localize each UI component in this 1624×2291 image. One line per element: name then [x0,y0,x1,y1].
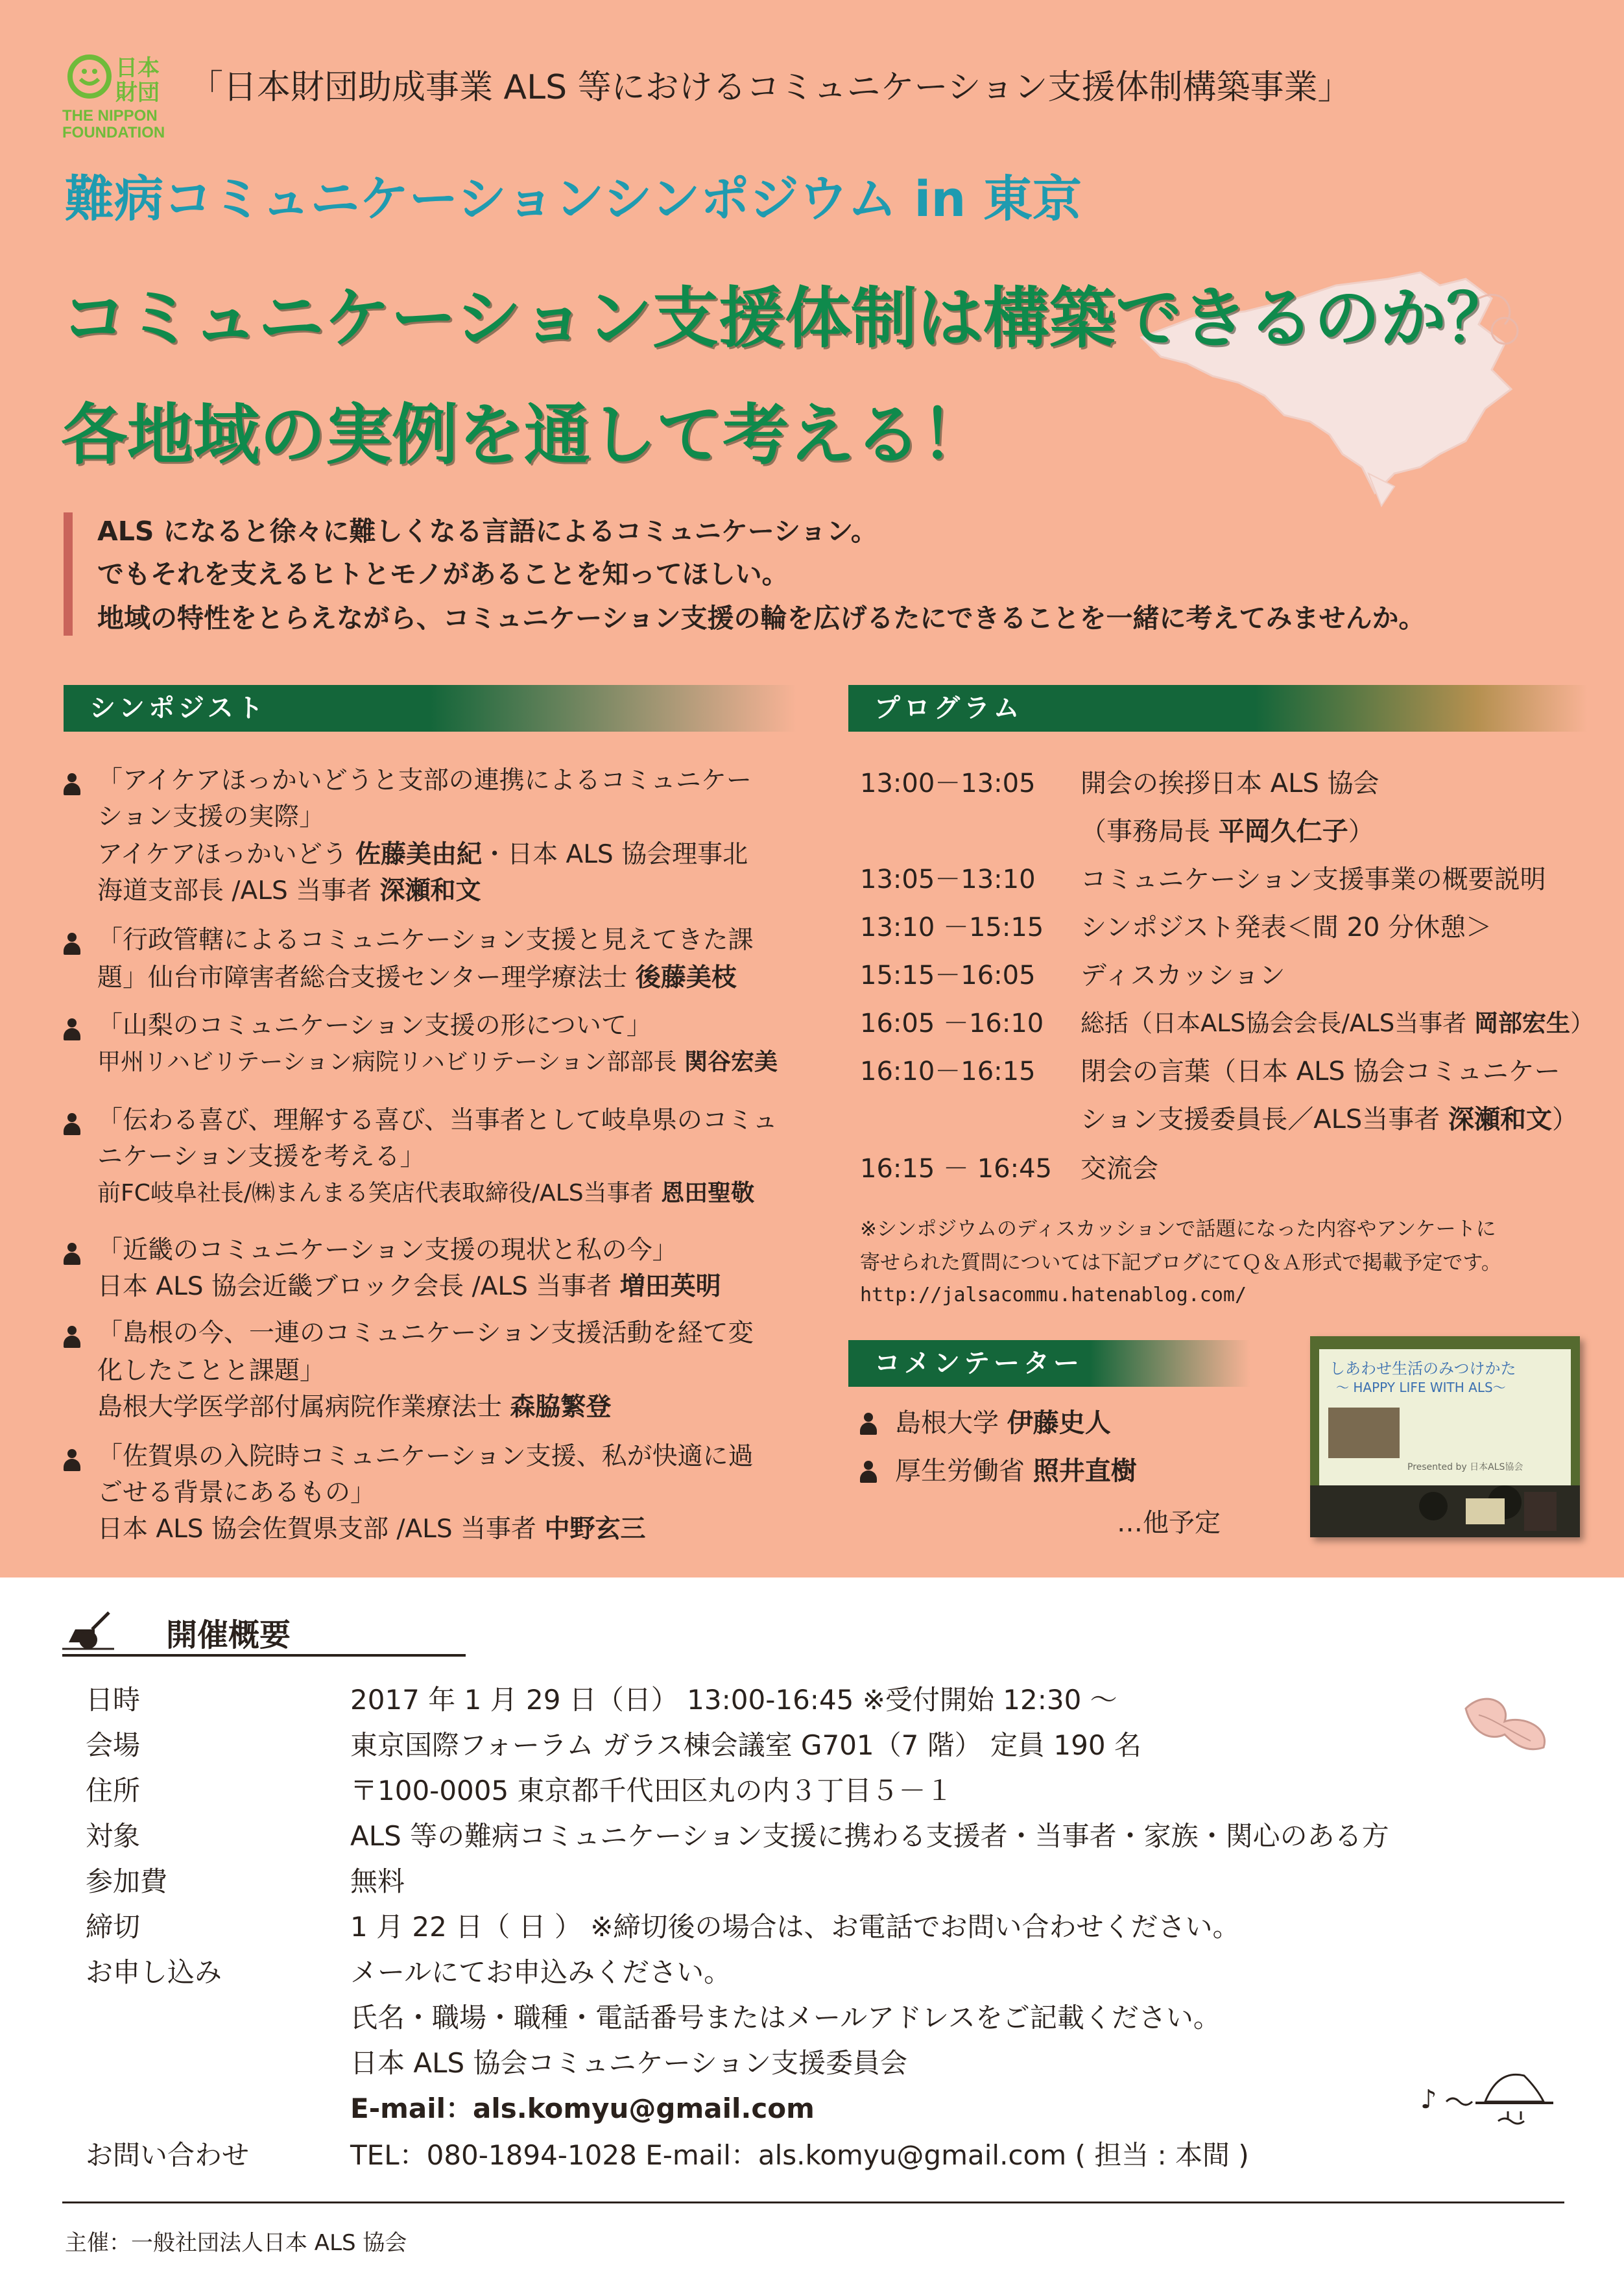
symposist-name: 深瀬和文 [379,876,481,906]
symposist-affiliation [97,1269,721,1305]
program-time: 16:15 － 16:45 [860,1154,1052,1184]
hat-doodle-icon [1414,2063,1563,2141]
footer-divider [62,2201,1564,2203]
program-desc [1081,1004,1594,1043]
overview-value: 1 月 22 日（ 日 ） ※締切後の場合は、お電話でお問い合わせください。 [350,1911,1240,1943]
person-icon [64,1326,80,1348]
program-time: 13:05－13:10 [860,865,1036,894]
commentator-org: 厚生労働省 [895,1456,1033,1486]
overview-value: 〒100-0005 東京都千代田区丸の内３丁目５－１ [350,1775,953,1806]
affiliation-text: 島根大学医学部付属病院作業療法士 [97,1393,510,1422]
person-icon [860,1413,877,1435]
symposist-affiliation [97,1044,778,1081]
symposist-name: 森脇繁登 [510,1393,612,1422]
overview-label: 対象 [86,1820,141,1852]
commentator-name: 伊藤史人 [1007,1408,1111,1438]
logo-kanji-bottom: 財団 [115,80,160,102]
program-desc-tail: ） [1348,817,1374,846]
symposist-affiliation [97,1175,754,1212]
overview-value: 日本 ALS 協会コミュニケーション支援委員会 [350,2047,907,2079]
symposists-heading: シンポジスト [64,685,796,732]
program-desc: ディスカッション [1081,961,1285,990]
person-icon [64,773,80,795]
commentator-name: 照井直樹 [1033,1456,1137,1486]
symposist-title: 「アイケアほっかいどうと支部の連携によるコミュニケー [97,766,752,795]
program-desc-text: ション支援委員長／ALS当事者 [1081,1105,1448,1134]
logo-text-line1: THE NIPPON [62,107,158,125]
symposist-title: 「伝わる喜び、理解する喜び、当事者として岐阜県のコミュ [97,1106,778,1135]
symposist-title: 「近畿のコミュニケーション支援の現状と私の今」 [97,1236,678,1265]
overview-label: 締切 [86,1911,141,1943]
overview-value: 東京国際フォーラム ガラス棟会議室 G701（7 階） 定員 190 名 [350,1729,1141,1761]
affiliation-text: アイケアほっかいどう [97,840,356,869]
program-heading: プログラム [848,685,1588,732]
leaf-doodle-icon [1453,1689,1563,1760]
photo-caption: しあわせ生活のみつけかた [1330,1360,1516,1378]
symposist-affiliation [97,873,481,909]
photo-caption: Presented by 日本ALS協会 [1407,1462,1523,1472]
grant-program-title: 「日本財団助成事業 ALS 等におけるコミュニケーション支援体制構築事業」 [189,68,1352,107]
overview-value: ALS 等の難病コミュニケーション支援に携わる支援者・当事者・家族・関心のある方 [350,1820,1389,1852]
program-desc: 閉会の言葉（日本 ALS 協会コミュニケー [1081,1057,1560,1086]
commentators-heading: コメンテーター [848,1340,1250,1387]
program-time: 16:10－16:15 [860,1057,1036,1086]
program-desc [1081,1100,1578,1139]
symposist-title: ション支援の実際」 [97,802,325,832]
logo-text-line2: FOUNDATION [62,124,165,141]
person-icon [64,1449,80,1471]
symposist-title: 「島根の今、一連のコミュニケーション支援活動を経て変 [97,1319,754,1348]
symposist-title: 「山梨のコミュニケーション支援の形について」 [97,1011,652,1040]
program-person: 平岡久仁子 [1218,817,1348,846]
affiliation-text: 題」仙台市障害者総合支援センター理学療法士 [97,963,636,992]
overview-label: 参加費 [86,1865,168,1897]
program-desc: 交流会 [1081,1154,1158,1184]
logo-kanji-top: 日本 [115,55,160,81]
commentator-org: 島根大学 [895,1408,1007,1438]
symposist-affiliation [97,1389,611,1426]
event-photo [1310,1336,1580,1537]
symposist-affiliation [97,960,737,996]
overview-label: 住所 [86,1775,141,1806]
symposist-name: 中野玄三 [544,1515,646,1544]
affiliation-text: 前FC岐阜社長/㈱まんまる笑店代表取締役/ALS当事者 [97,1180,662,1206]
overview-heading: 開催概要 [166,1617,291,1653]
person-icon [64,1243,80,1265]
overview-label: 日時 [86,1684,141,1716]
program-desc-text: （事務局長 [1081,817,1219,846]
symposist-name: 関谷宏美 [684,1049,778,1075]
intro-accent-bar [64,512,73,636]
overview-value: 2017 年 1 月 29 日（日） 13:00-16:45 ※受付開始 12:30 ～ [350,1684,1117,1716]
symposist-name: 佐藤美由紀 [355,840,483,869]
affiliation-text: 甲州リハビリテーション病院リハビリテーション部部長 [97,1049,684,1075]
symposist-title: ごせる背景にあるもの」 [97,1478,376,1507]
program-desc [1081,812,1374,851]
overview-value: 無料 [350,1865,405,1897]
program-desc: コミュニケーション支援事業の概要説明 [1081,865,1546,894]
program-desc: 開会の挨拶日本 ALS 協会 [1081,769,1379,798]
program-desc-tail: ） [1551,1105,1578,1134]
affiliation-text: 日本 ALS 協会佐賀県支部 /ALS 当事者 [97,1515,545,1544]
affiliation-text: ・日本 ALS 協会理事北 [482,840,748,869]
symposium-title: 難病コミュニケーションシンポジウム in 東京 [65,170,1082,228]
program-time: 15:15－16:05 [860,961,1036,990]
commentator [895,1452,1137,1491]
overview-value: TEL：080-1894-1028 E-mail：als.komyu@gmail.com ( 担当 : 本間 ) [350,2139,1249,2171]
program-desc-tail: ） [1570,1009,1595,1037]
person-icon [64,933,80,955]
overview-underline [62,1654,466,1657]
contact-email-link[interactable]: E-mail：als.komyu@gmail.com [350,2093,815,2124]
blog-url-link[interactable]: http://jalsacommu.hatenablog.com/ [860,1284,1247,1306]
symposist-name: 後藤美枝 [635,963,737,992]
nippon-foundation-logo [62,51,166,148]
program-time: 16:05 －16:10 [860,1009,1044,1038]
overview-value: メールにてお申込みください。 [350,1956,732,1988]
symposist-name: 恩田聖敬 [661,1180,755,1206]
svg-text:♪: ♪ [1420,2085,1437,2115]
lawnmower-icon [62,1610,114,1651]
affiliation-text: 海道支部長 /ALS 当事者 [97,876,380,906]
person-icon [64,1018,80,1040]
person-icon [64,1113,80,1135]
headline-line1: コミュニケーション支援体制は構築できるのか？ [61,280,1512,357]
intro-line3: 地域の特性をとらえながら、コミュニケーション支援の輪を広げるたにできることを一緒に考えてみませんか。 [97,603,1426,634]
overview-label: お申し込み [86,1956,222,1988]
symposist-title: 「行政管轄によるコミュニケーション支援と見えてきた課 [97,926,754,955]
logo-text [62,108,165,141]
logo-mark-icon [66,51,163,102]
symposist-title: 化したことと課題」 [97,1356,326,1385]
program-person: 岡部宏生 [1474,1009,1571,1037]
commentator [895,1404,1111,1443]
intro-line2: でもそれを支えるヒトとモノがあることを知ってほしい。 [97,558,789,590]
overview-label: お問い合わせ [86,2139,250,2171]
person-icon [860,1461,877,1483]
program-person: 深瀬和文 [1448,1105,1552,1134]
program-note: ※シンポジウムのディスカッションで話題になった内容やアンケートに [860,1217,1496,1241]
symposist-affiliation [97,1511,645,1548]
overview-value: 氏名・職場・職種・電話番号またはメールアドレスをご記載ください。 [350,2002,1221,2033]
program-time: 13:10 －15:15 [860,913,1044,942]
program-desc-text: 総括（日本ALS協会会長/ALS当事者 [1081,1009,1475,1037]
intro-line1: ALS になると徐々に難しくなる言語によるコミュニケーション。 [97,516,878,547]
overview-label: 会場 [86,1729,141,1761]
organizer-credit: 主催：一般社団法人日本 ALS 協会 [65,2230,407,2256]
photo-illustration [1310,1336,1580,1537]
symposist-title: ニケーション支援を考える」 [97,1142,425,1171]
program-time: 13:00－13:05 [860,769,1036,798]
symposist-title: 「佐賀県の入院時コミュニケーション支援、私が快適に過 [97,1442,754,1471]
symposist-name: 増田英明 [619,1272,721,1301]
photo-caption: ～ HAPPY LIFE WITH ALS～ [1336,1380,1506,1395]
program-desc: シンポジスト発表＜間 20 分休憩＞ [1081,913,1492,942]
program-note: 寄せられた質問については下記ブログにてＱ＆Ａ形式で掲載予定です。 [860,1251,1501,1275]
symposist-affiliation [97,837,748,873]
headline-line2: 各地域の実例を通して考える！ [61,396,987,474]
affiliation-text: 日本 ALS 協会近畿ブロック会長 /ALS 当事者 [97,1272,620,1301]
commentators-more: …他予定 [1117,1508,1221,1538]
